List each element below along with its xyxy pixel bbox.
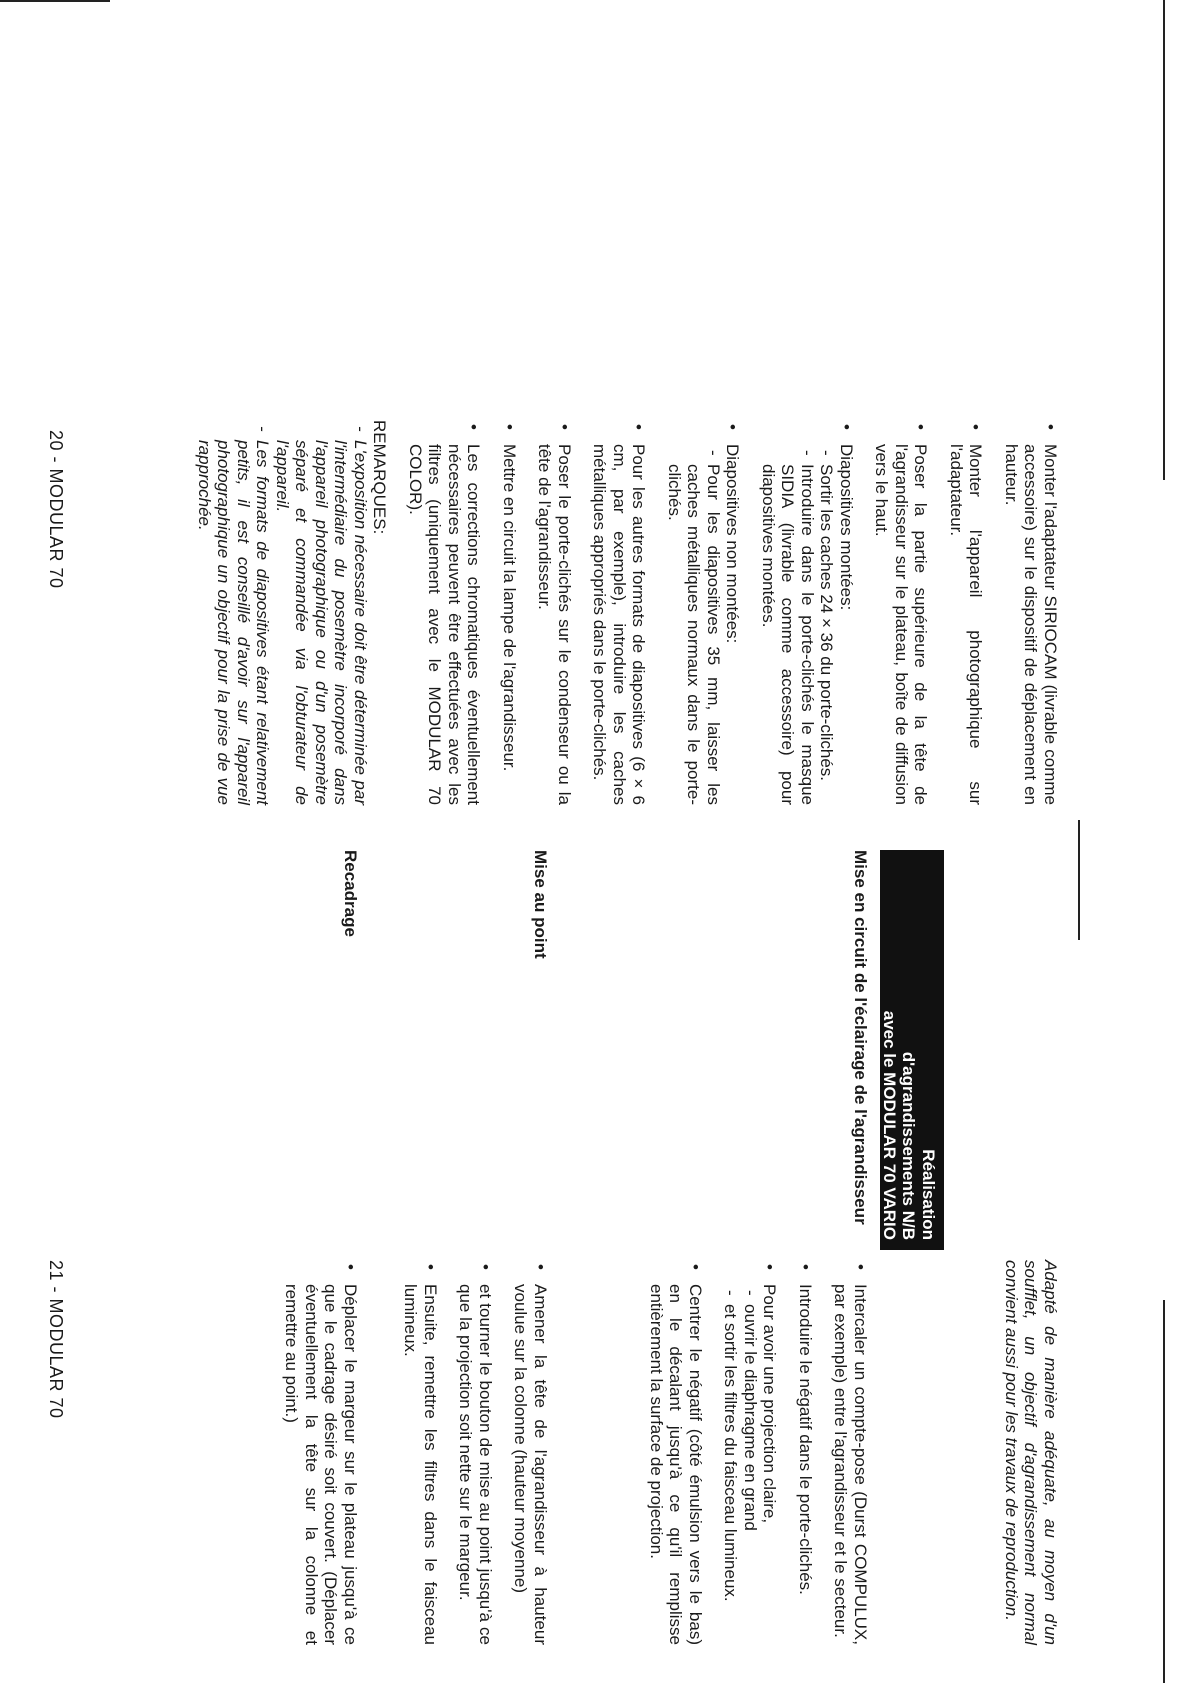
- page-footer: 21 - MODULAR 70: [46, 1260, 66, 1419]
- remark-item: - Les formats de diapositives étant relativement petits, il est conseillé d'avoir sur l'appareil photographique un objectif pour la prise de vue rapprochée.: [195, 420, 273, 805]
- instruction-list: [406, 420, 1061, 805]
- section-title-line: avec le MODULAR 70 VARIO: [880, 1010, 899, 1240]
- list-item-text: • Monter l'adaptateur SIRIOCAM (livrable comme accessoire) sur le dispositif de déplacement en hauteur.: [1002, 444, 1060, 805]
- list-item: [947, 420, 986, 805]
- sub-item: - et sortir les filtres du faisceau lumineux.: [721, 1284, 741, 1645]
- list-item-text: • et tourner le bouton de mise au point jusqu'à ce que la projection soit nette sur le margeur.: [456, 1284, 495, 1645]
- list-item-text: • Intercaler un compte-pose (Durst COMPULUX, par exemple) entre l'agrandisseur et le secteur.: [831, 1284, 870, 1645]
- page-20: [0, 0, 1190, 840]
- list-item: [500, 420, 520, 805]
- list-item: [831, 1260, 870, 1645]
- instructions-column: [195, 420, 1061, 805]
- list-item-text: • Centrer le négatif (côté émulsion vers le bas) en le décalant jusqu'à ce qu'il remplisse entièrement la surface de projection.: [647, 1284, 705, 1645]
- section-title-box: [880, 850, 944, 1250]
- list-item: [456, 1260, 495, 1645]
- heading-mise-au-point: Mise au point: [531, 850, 550, 959]
- list-item: [647, 1260, 706, 1645]
- list-item-text: • Monter l'appareil photographique sur l'adaptateur.: [947, 444, 986, 805]
- list-item: [535, 420, 574, 805]
- section-title-line: Réalisation: [919, 1149, 938, 1240]
- list-item: [406, 420, 484, 805]
- list-item-text: • Les corrections chromatiques éventuellement nécessaires peuvent être effectuées avec les filtres (uniquement avec le MODULAR 70 COLOR).: [406, 444, 484, 805]
- list-item-text: • Amener la tête de l'agrandisseur à hauteur voulue sur la colonne (hauteur moyenne): [511, 1284, 550, 1645]
- list-item-text: • Mettre en circuit la lampe de l'agrandisseur.: [500, 444, 519, 772]
- sub-item: - Introduire dans le porte-clichés le masque SIDIA (livrable comme accessoire) pour diapositives montées.: [759, 444, 818, 805]
- list-item-text: • Pour avoir une projection claire,: [760, 1284, 780, 1524]
- eclairage-column: [631, 1260, 871, 1645]
- recadrage-column: [266, 1260, 360, 1645]
- section-title-line: d'agrandissements N/B: [899, 1051, 919, 1240]
- list-item: [872, 420, 931, 805]
- list-item: [1002, 420, 1061, 805]
- sub-item: - ouvrir le diaphragme en grand: [741, 1284, 761, 1645]
- sub-item: - Pour les diapositives 35 mm, laisser les caches métalliques normaux dans le porte-clichés.: [665, 444, 724, 805]
- list-item: [401, 1260, 440, 1645]
- list-item: [721, 1260, 780, 1645]
- list-item-text: • Diapositives montées:: [837, 444, 856, 611]
- remark-item: - L'exposition nécessaire doit être déterminée par l'intermédiaire du posemètre incorporé dans l'appareil photographique ou d'un posemètre séparé et commandée via l'obturateur de l'appareil.: [273, 420, 371, 805]
- list-item-text: • Introduire le négatif dans le porte-clichés.: [796, 1284, 815, 1595]
- list-item-text: • Poser la partie supérieure de la tête de l'agrandisseur sur le plateau, boîte de diffusion vers le haut.: [872, 444, 931, 805]
- heading-recadrage: Recadrage: [341, 850, 360, 937]
- remarks-title: REMARQUES:: [370, 420, 390, 535]
- list-item: [282, 1260, 360, 1645]
- list-item: [796, 1260, 816, 1645]
- recadrage-list: [282, 1260, 360, 1645]
- list-item-text: • Poser le porte-clichés sur le condenseur ou la tête de l'agrandisseur.: [535, 444, 574, 805]
- mise-au-point-list: [401, 1260, 550, 1645]
- list-item-text: • Pour les autres formats de diapositives (6 × 6 cm, par exemple), introduire les caches métalliques appropriés dans le porte-clichés.: [590, 444, 649, 805]
- list-item: [665, 420, 743, 805]
- list-item: [511, 1260, 550, 1645]
- list-item-text: • Diapositives non montées:: [723, 444, 743, 644]
- list-item: [590, 420, 649, 805]
- intro-paragraph: Adapté de manière adéquate, au moyen d'un soufflet, un objectif d'agrandissement normal convient aussi pour les travaux de reproduction.: [1002, 1260, 1060, 1645]
- list-item: [759, 420, 857, 805]
- remarks-list: [195, 420, 371, 805]
- heading-eclairage: Mise en circuit de l'éclairage de l'agrandisseur: [851, 850, 870, 1225]
- sub-item: - Sortir les caches 24 × 36 du porte-clichés.: [817, 444, 837, 805]
- eclairage-list: [647, 1260, 871, 1645]
- page-21: [0, 840, 1190, 1683]
- list-item-text: • Déplacer le margeur sur le plateau jusqu'à ce que le cadrage désiré soit couvert. (Déplacer éventuellement la tête sur la colonne et remettre au point.): [282, 1284, 360, 1645]
- list-item-text: • Ensuite, remettre les filtres dans le faisceau lumineux.: [401, 1284, 440, 1645]
- mise-au-point-column: [385, 1260, 550, 1645]
- page-footer: 20 - MODULAR 70: [46, 430, 66, 589]
